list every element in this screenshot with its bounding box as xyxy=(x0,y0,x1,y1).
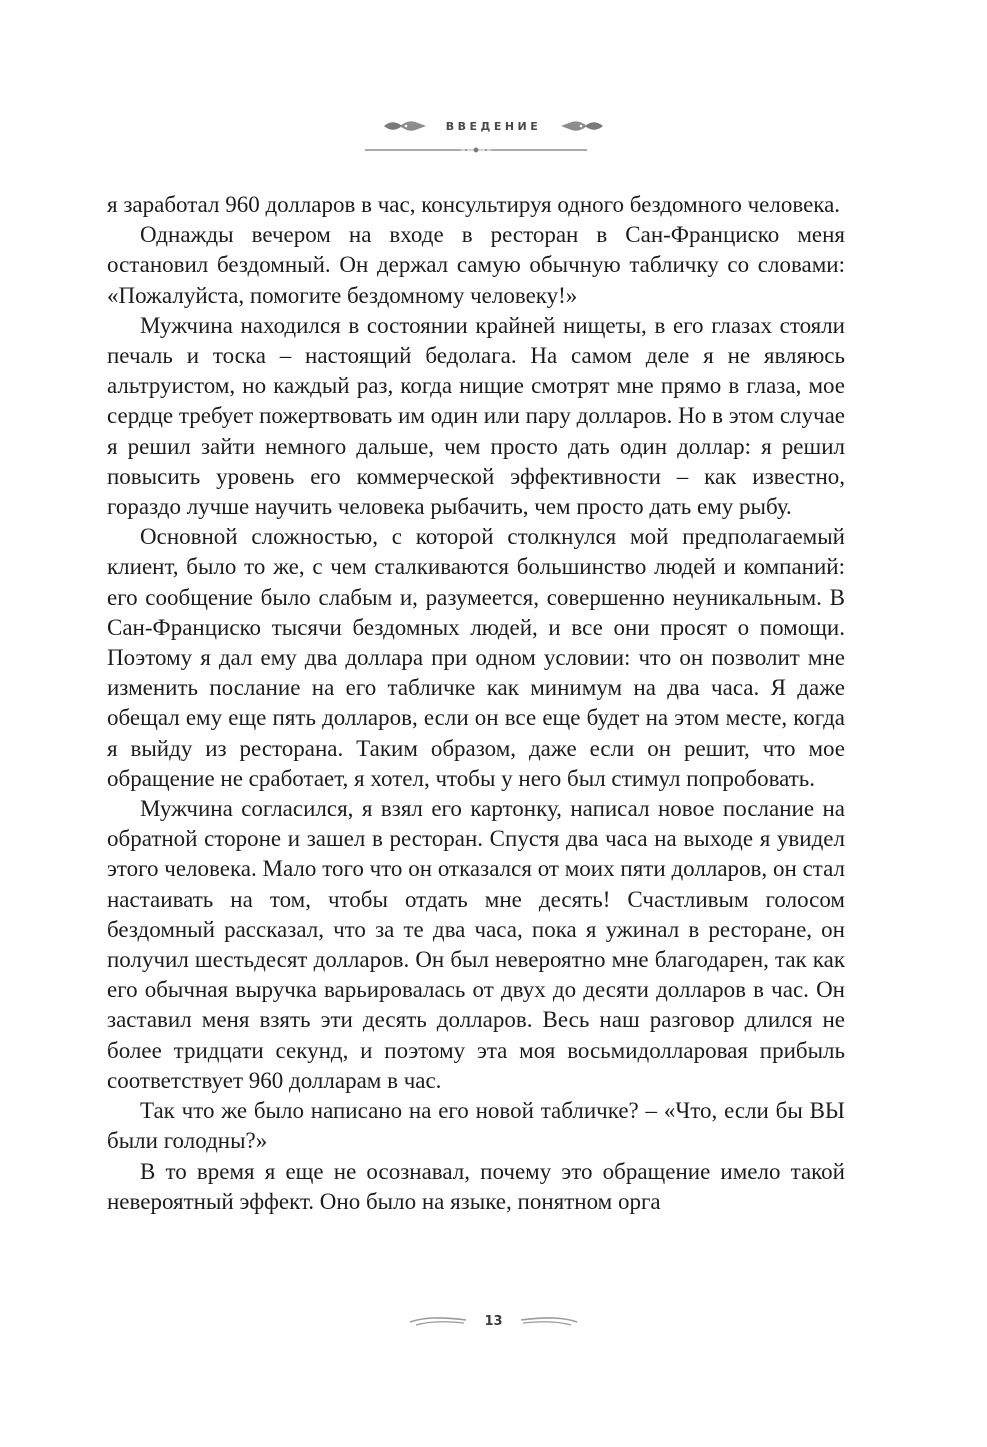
left-leaf-ornament-icon xyxy=(382,119,428,133)
left-swash-ornament-icon xyxy=(408,1313,468,1329)
page-footer xyxy=(0,1310,987,1332)
right-swash-ornament-icon xyxy=(519,1313,579,1329)
paragraph-3: Мужчина находился в состоянии крайней нищеты, в его глазах стояли печаль и тоска – настоящий бедолага. На самом деле я не являюсь альтруистом, но каждый раз, когда нищие смотрят мне прямо в глаза, мое сердце требует пожертвовать им один или пару долларов. Но в этом случае я решил зайти немного дальше, чем просто дать один доллар: я решил повысить уровень его коммерческой эффективности – как известно, гораздо лучше научить человека рыбачить, чем просто дать ему рыбу. xyxy=(107,312,845,520)
header-row xyxy=(0,112,987,140)
section-title: ВВЕДЕНИЕ xyxy=(445,119,542,133)
page-number: 13 xyxy=(484,1313,503,1329)
paragraph-4: Основной сложностью, с которой столкнулся мой предполагаемый клиент, было то же, с чем сталкиваются большинство людей и компаний: его сообщение было слабым и, разумеется, совершенно неуникальным. В Сан-Франциско тысячи бездомных людей, и все они просят о помощи. Поэтому я дал ему два доллара при одном условии: что он позволит мне изменить послание на его табличке как минимум на два часа. Я даже обещал ему еще пять долларов, если он все еще будет на этом месте, когда я выйду из ресторана. Таким образом, даже если он решит, что мое обращение не сработает, я хотел, чтобы у него был стимул попробовать. xyxy=(107,524,845,791)
body-text xyxy=(107,190,845,1217)
paragraph-7: В то время я еще не осознавал, почему это обращение имело такой невероятный эффект. Оно было на языке, понятном орга xyxy=(107,1158,845,1214)
header-divider-ornament-icon xyxy=(365,146,587,154)
paragraph-2: Однажды вечером на входе в ресторан в Сан-Франциско меня остановил бездомный. Он держал самую обычную табличку со словами: «Пожалуйста, помогите бездомному человеку!» xyxy=(107,222,845,308)
right-leaf-ornament-icon xyxy=(559,119,605,133)
paragraph-5: Мужчина согласился, я взял его картонку, написал новое послание на обратной стороне и зашел в ресторан. Спустя два часа на выходе я увидел этого человека. Мало того что он отказался от моих пяти долларов, он стал настаивать на том, чтобы отдать мне десять! Счастливым голосом бездомный рассказал, что за те два часа, пока я ужинал в ресторане, он получил шестьдесят долларов. Он был невероятно мне благодарен, так как его обычная выручка варьировалась от двух до десяти долларов в час. Он заставил меня взять эти десять долларов. Весь наш разговор длился не более тридцати секунд, и поэтому эта моя восьмидолларовая прибыль соответствует 960 долларам в час. xyxy=(107,796,845,1093)
paragraph-1: я заработал 960 долларов в час, консультируя одного бездомного человека. xyxy=(107,192,841,217)
paragraph-6: Так что же было написано на его новой табличке? – «Что, если бы ВЫ были голодны?» xyxy=(107,1098,845,1154)
running-header xyxy=(0,112,987,162)
